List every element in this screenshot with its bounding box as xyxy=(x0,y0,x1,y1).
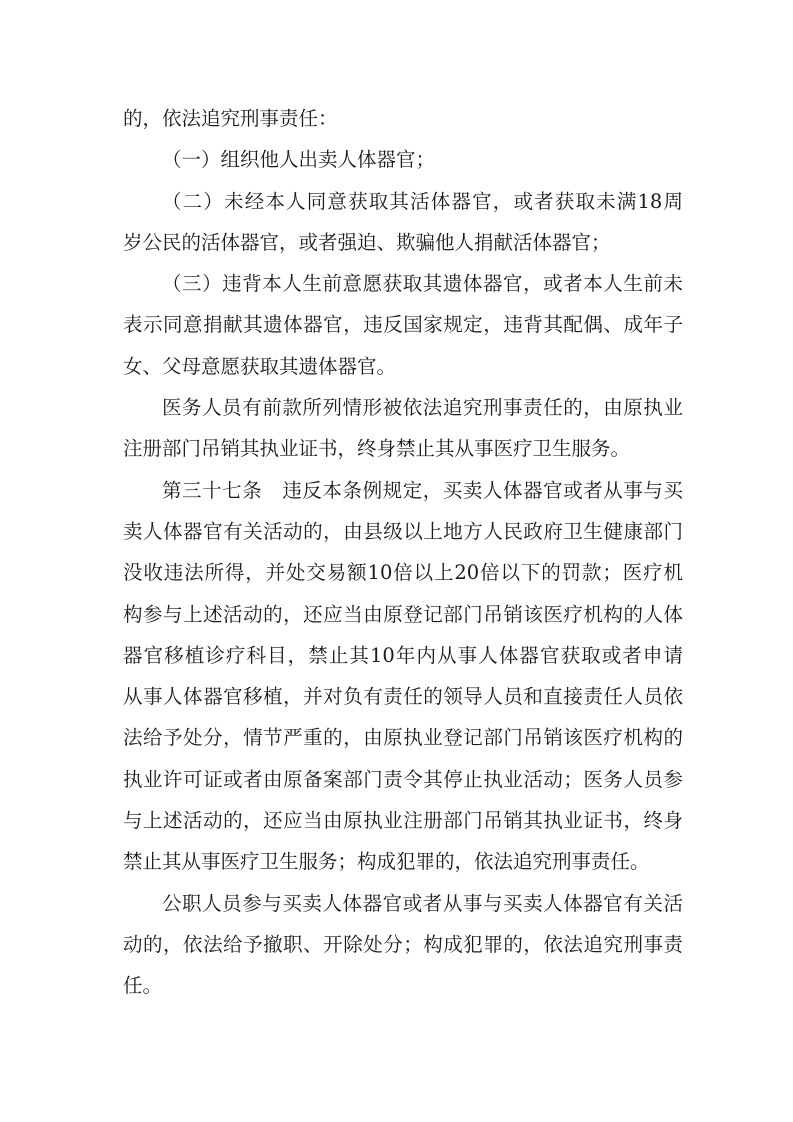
body-text xyxy=(123,98,683,1007)
text-line: 执业许可证或者由原备案部门责令其停止执业活动；医务人员参 xyxy=(123,767,683,791)
text-line: 岁公民的活体器官，或者强迫、欺骗他人捐献活体器官； xyxy=(123,230,611,254)
text-line: （三）违背本人生前意愿获取其遗体器官，或者本人生前未 xyxy=(162,272,683,296)
text-line: （二）未经本人同意获取其活体器官，或者获取未满18周 xyxy=(162,189,683,213)
text-line: 动的，依法给予撤职、开除处分；构成犯罪的，依法追究刑事责 xyxy=(123,932,683,956)
text-line: 没收违法所得，并处交易额10倍以上20倍以下的罚款；医疗机 xyxy=(123,561,683,585)
text-line: 注册部门吊销其执业证书，终身禁止其从事医疗卫生服务。 xyxy=(123,437,631,461)
text-line: 医务人员有前款所列情形被依法追究刑事责任的，由原执业 xyxy=(162,396,683,420)
text-line: 女、父母意愿获取其遗体器官。 xyxy=(123,354,397,378)
text-line: （一）组织他人出卖人体器官； xyxy=(162,148,436,172)
text-line: 法给予处分，情节严重的，由原执业登记部门吊销该医疗机构的 xyxy=(123,726,683,750)
text-line: 从事人体器官移植，并对负有责任的领导人员和直接责任人员依 xyxy=(123,685,683,709)
text-line: 的，依法追究刑事责任： xyxy=(123,107,338,130)
text-line: 构参与上述活动的，还应当由原登记部门吊销该医疗机构的人体 xyxy=(123,602,683,626)
text-line: 任。 xyxy=(123,974,163,998)
text-line: 与上述活动的，还应当由原执业注册部门吊销其执业证书，终身 xyxy=(123,809,683,833)
text-line: 器官移植诊疗科目，禁止其10年内从事人体器官获取或者申请 xyxy=(123,643,683,667)
text-line: 表示同意捐献其遗体器官，违反国家规定，违背其配偶、成年子 xyxy=(123,313,683,337)
text-line: 第三十七条 违反本条例规定，买卖人体器官或者从事与买 xyxy=(162,478,683,502)
text-line: 禁止其从事医疗卫生服务；构成犯罪的，依法追究刑事责任。 xyxy=(123,850,650,874)
text-line: 卖人体器官有关活动的，由县级以上地方人民政府卫生健康部门 xyxy=(123,519,683,543)
text-line: 公职人员参与买卖人体器官或者从事与买卖人体器官有关活 xyxy=(162,891,683,915)
